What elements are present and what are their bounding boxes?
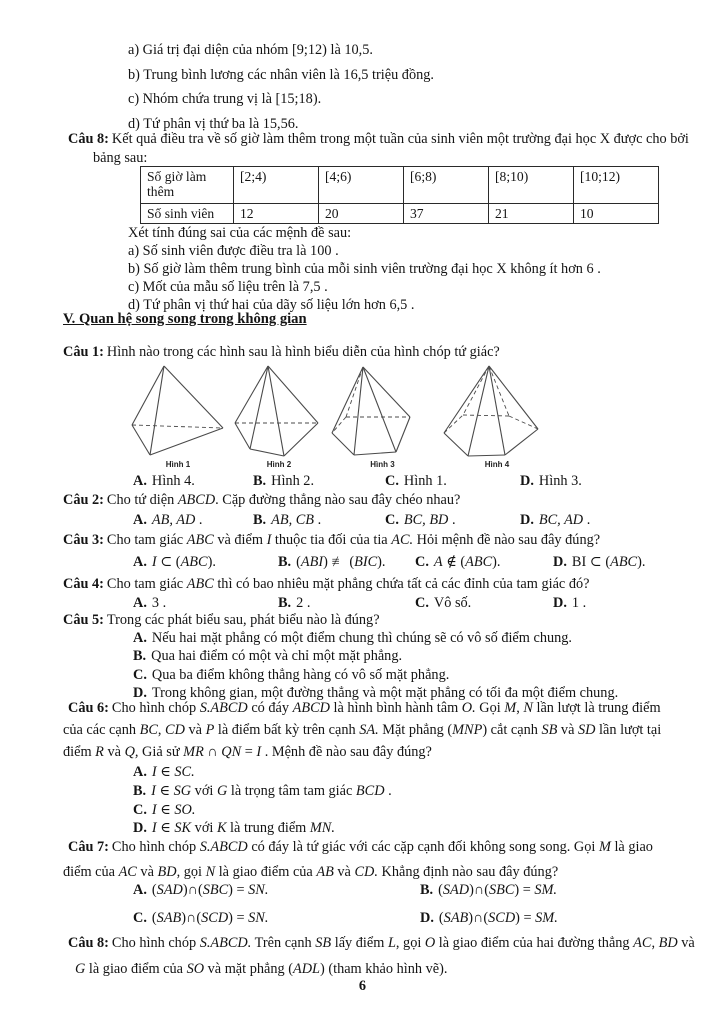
table-cell: 21: [489, 204, 574, 224]
option-a: A. Nếu hai mặt phẳng có một điểm chung thì chúng sẽ có vô số điểm chung.: [133, 630, 572, 646]
question-label: Câu 5:: [63, 612, 104, 628]
statement-b: b) Trung bình lương các nhân viên là 16,5 triệu đồng.: [128, 66, 434, 83]
option-b: B. Qua hai điểm có một và chỉ một mặt phẳng.: [133, 648, 403, 665]
statement-a: a) Số sinh viên được điều tra là 100 .: [128, 243, 339, 259]
option-a: A. I ⊂ (ABC).: [133, 554, 216, 570]
option-b: B. 2 .: [278, 595, 311, 611]
option-d: D. Trong không gian, một đường thẳng và một mặt phẳng có tối đa một điểm chung.: [133, 685, 619, 702]
question-5: [63, 611, 683, 630]
question-text: Kết quả điều tra về số giờ làm thêm trong một tuần của sinh viên một trường đại học X được cho bởi bảng sau:: [93, 131, 689, 166]
statement-d: d) Tứ phân vị thứ hai của dãy số liệu lớn hơn 6,5 .: [128, 297, 415, 313]
intro-statements: [128, 38, 683, 136]
option-d: D. 1 .: [553, 595, 587, 611]
figure-3: [330, 363, 435, 474]
question-5-options: [133, 629, 693, 703]
option-a: A. I ∈ SC.: [133, 764, 195, 780]
section-heading: V. Quan hệ song song trong không gian: [63, 311, 307, 327]
table-cell: [8;10): [489, 167, 574, 204]
check-line: Xét tính đúng sai của các mệnh đề sau:: [128, 225, 352, 241]
option-a: A. Hình 4.: [133, 473, 195, 489]
frequency-table: [140, 166, 659, 224]
option-b: B. (ABI) ≢ (BIC).: [278, 554, 386, 570]
pyramid-figure-1: [128, 363, 228, 457]
question-label: Câu 4:: [63, 576, 104, 592]
option-a: A. AB, AD .: [133, 512, 203, 528]
option-c: C. (SAB)∩(SCD) = SN.: [133, 910, 269, 926]
question-text: Cho tứ diện ABCD. Cặp đường thẳng nào sau đây chéo nhau?: [106, 492, 461, 508]
question-label: Câu 3:: [63, 532, 104, 548]
figure-label: Hình 4: [484, 460, 510, 469]
table-cell: [10;12): [574, 167, 659, 204]
question-label: Câu 6:: [68, 700, 109, 716]
question-3-options: [133, 552, 693, 572]
question-4: [63, 575, 683, 594]
option-c: C. BC, BD .: [385, 512, 456, 528]
page-number: 6: [358, 978, 367, 994]
table-header-hours: Số giờ làm thêm: [141, 167, 234, 204]
table-cell: 20: [319, 204, 404, 224]
figure-row: [128, 363, 688, 474]
figure-1: [128, 363, 228, 474]
question-1-options: [133, 472, 693, 491]
statement-b: b) Số giờ làm thêm trung bình của mỗi sinh viên trường đại học X không ít hơn 6 .: [128, 261, 601, 277]
statement-d: d) Tứ phân vị thứ ba là 15,56.: [128, 115, 299, 132]
question-8-stats: [63, 130, 713, 168]
question-label: Câu 7:: [68, 839, 109, 855]
question-label: Câu 8:: [68, 935, 109, 951]
table-cell: [2;4): [234, 167, 319, 204]
question-7: [63, 835, 683, 885]
option-a: A. 3 .: [133, 595, 167, 611]
option-b: B. I ∈ SG với G là trọng tâm tam giác BCD .: [133, 782, 392, 799]
figure-label: Hình 3: [370, 460, 395, 469]
pyramid-figure-4: [441, 363, 553, 457]
question-label: Câu 2:: [63, 492, 104, 508]
option-d: D. BC, AD .: [520, 512, 591, 528]
question-label: Câu 8:: [68, 131, 109, 147]
question-6: [63, 697, 683, 763]
question-text: Cho tam giác ABC thì có bao nhiêu mặt phẳng chứa tất cả các đỉnh của tam giác đó?: [106, 576, 590, 592]
option-b: B. (SAD)∩(SBC) = SM.: [420, 882, 558, 898]
question-7-options: [133, 880, 693, 928]
table-cell: 37: [404, 204, 489, 224]
table-header-students: Số sinh viên: [141, 204, 234, 224]
table-cell: [6;8): [404, 167, 489, 204]
statement-a: a) Giá trị đại diện của nhóm [9;12) là 10,5.: [128, 42, 373, 58]
figure-4: [441, 363, 553, 474]
question-1: [63, 343, 683, 362]
pyramid-figure-2: [234, 363, 324, 457]
table-cell: [4;6): [319, 167, 404, 204]
question-text: Cho hình chóp S.ABCD. Trên cạnh SB lấy điểm L, gọi O là giao điểm của hai đường thẳng AC, BD và G là giao điểm của SO và mặt phẳng (ADL) (tham khảo hình vẽ).: [75, 935, 695, 977]
stats-items: [128, 242, 683, 314]
question-text: Cho hình chóp S.ABCD có đáy là tứ giác với các cặp cạnh đối không song song. Gọi M là giao điểm của AC và BD, gọi N là giao điểm của AB và CD. Khẳng định nào sau đây đúng?: [63, 839, 653, 880]
option-a: A. (SAD)∩(SBC) = SN.: [133, 882, 269, 898]
question-text: Trong các phát biểu sau, phát biểu nào là đúng?: [106, 612, 380, 628]
figure-2: [234, 363, 324, 474]
option-d: D. I ∈ SK với K là trung điểm MN.: [133, 820, 335, 837]
question-6-options: [133, 763, 693, 838]
statement-c: c) Nhóm chứa trung vị là [15;18).: [128, 91, 322, 108]
option-c: C. Vô số.: [415, 595, 472, 611]
option-c: C. Qua ba điểm không thẳng hàng có vô số mặt phẳng.: [133, 666, 450, 683]
question-label: Câu 1:: [63, 344, 104, 360]
statement-c: c) Mốt của mẫu số liệu trên là 7,5 .: [128, 279, 328, 295]
table-cell: 12: [234, 204, 319, 224]
option-c: C. A ∉ (ABC).: [415, 554, 501, 570]
figure-label: Hình 2: [266, 460, 292, 469]
option-d: D. BI ⊂ (ABC).: [553, 554, 646, 570]
question-text: Hình nào trong các hình sau là hình biểu diễn của hình chóp tứ giác?: [106, 344, 500, 360]
option-b: B. AB, CB .: [253, 512, 322, 528]
option-c: C. I ∈ SO.: [133, 801, 196, 818]
pyramid-figure-3: [330, 363, 435, 457]
question-text: Cho hình chóp S.ABCD có đáy ABCD là hình bình hành tâm O. Gọi M, N lần lượt là trung điểm của các cạnh BC, CD và P là điểm bất kỳ trên cạnh SA. Mặt phẳng (MNP) cắt cạnh SB và SD lần lượt tại điểm R và Q, Giả sử MR ∩ QN = I . Mệnh đề nào sau đây đúng?: [63, 700, 662, 760]
question-3: [63, 531, 683, 550]
question-2-options: [133, 511, 693, 530]
question-text: Cho tam giác ABC và điểm I thuộc tia đối của tia AC. Hỏi mệnh đề nào sau đây đúng?: [106, 532, 601, 548]
option-d: D. (SAB)∩(SCD) = SM.: [420, 910, 558, 926]
table-cell: 10: [574, 204, 659, 224]
question-2: [63, 491, 683, 510]
question-8-geometry: [63, 930, 695, 982]
option-d: D. Hình 3.: [520, 473, 582, 489]
option-c: C. Hình 1.: [385, 473, 447, 489]
figure-label: Hình 1: [165, 460, 191, 469]
option-b: B. Hình 2.: [253, 473, 315, 489]
